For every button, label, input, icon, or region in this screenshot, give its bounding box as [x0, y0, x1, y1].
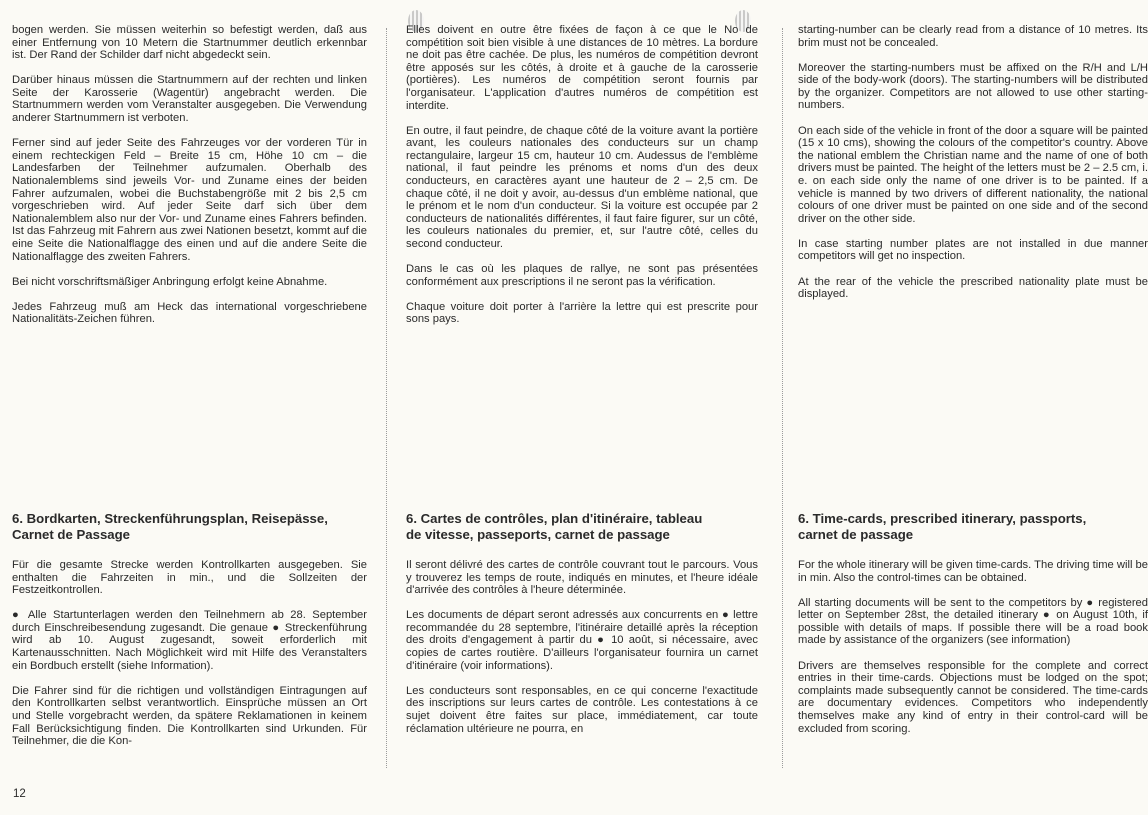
french-column — [406, 24, 758, 784]
section-heading: 6. Bordkarten, Streckenführungsplan, Reisepässe, Carnet de Passage — [12, 511, 328, 542]
paragraph: Il seront délivré des cartes de contrôle couvrant tout le parcours. Vous y trouverez les temps de route, indiqués en minutes, et l'heure idéale d'arrivée des contrôles à l'heure déterminée. — [406, 559, 758, 597]
english-column — [798, 24, 1148, 784]
paragraph: Chaque voiture doit porter à l'arrière la lettre qui est prescrite pour sons pays. — [406, 300, 758, 326]
paragraph: Darüber hinaus müssen die Startnummern auf der rechten und linken Seite der Karosserie (Wagentür) angebracht werden. Die Startnummern werden vom Veranstalter ausgegeben. Die Verwendung anderer Startnummern ist verboten. — [12, 74, 367, 125]
paragraph: En outre, il faut peindre, de chaque côté de la voiture avant la portière avant, les couleurs nationales des conducteurs sur un champ rectangulaire, largeur 15 cm, hauteur 10 cm. Audessus de l'emblème national, il faut peindre les prénoms et noms d'un des deux conducteurs, en caractères ayant une hauteur de 2 – 2,5 cm. De chaque côté, il ne doit y avoir, au-dessus d'un emblème national, que le prénom et le nom d'un conducteur. Si la voiture est occupée par 2 conducteurs de nationalités différentes, il faut faire figurer, sur un côté, les couleurs nationales du premier, et, sur l'autre côté, celles du second conducteur. — [406, 124, 758, 250]
paragraph: Ferner sind auf jeder Seite des Fahrzeuges vor der vorderen Tür in einem rechteckigen Feld – Breite 15 cm, Höhe 10 cm – die Landesfarben der Teilnehmer aufzumalen. Oberhalb des Nationalemblems sind jeweils Vor- und Zuname eines der beiden Fahrer aufzumalen, wobei die Buchstabengröße mit 2 bis 2,5 cm vorgeschrieben wird. Auf jeder Seite darf sich über dem Nationalemblem also nur der Vor- und Zuname eines Fahrers befinden. Ist das Fahrzeug mit Fahrern aus zwei Nationen besetzt, kommt auf die eine Seite die Nationalflagge des einen und auf die andere Seite die Nationalflagge des zweiten Fahrers. — [12, 137, 367, 263]
paragraph: Die Fahrer sind für die richtigen und vollständigen Eintragungen auf den Kontrollkarten selbst verantwortlich. Einsprüche müssen an Ort und Stelle vorgebracht werden, da spätere Reklamationen in keinem Fall Berücksichtigung finden. Die Kontrollkarten sind Urkunden. Für Teilnehmer, die die Kon- — [12, 684, 367, 748]
paragraph: bogen werden. Sie müssen weiterhin so befestigt werden, daß aus einer Entfernung von 10 Metern die Startnummer deutlich erkennbar ist. Der Rand der Schilder darf nicht abgedeckt sein. — [12, 24, 367, 62]
paragraph: Moreover the starting-numbers must be affixed on the R/H and L/H side of the body-work (doors). The starting-numbers will be distributed by the organizer. Competitors are not allowed to use other starting-numbers. — [798, 61, 1148, 112]
paragraph: ● Alle Startunterlagen werden den Teilnehmern ab 28. September durch Einschreibesendung zugesandt. Die genaue ● Streckenführung wird ab 10. August zugesandt, soweit erforderlich mit Kartenausschnitten. Nach Möglichkeit wird mit Hilfe des Veranstalters ein Bordbuch erstellt (siehe Information). — [12, 609, 367, 672]
column-divider — [782, 28, 783, 768]
paragraph: starting-number can be clearly read from a distance of 10 metres. Its brim must not be concealed. — [798, 24, 1148, 49]
paragraph: Bei nicht vorschriftsmäßiger Anbringung erfolgt keine Abnahme. — [12, 275, 328, 288]
paragraph: For the whole itinerary will be given time-cards. The driving time will be in min. Also the control-times can be obtained. — [798, 559, 1148, 584]
french-lower-section — [406, 511, 758, 748]
section-heading: 6. Cartes de contrôles, plan d'itinéraire, tableau de vitesse, passeports, carnet de passage — [406, 511, 703, 542]
paragraph: Elles doivent en outre être fixées de façon à ce que le No de compétition soit bien visible à une distances de 10 mètres. La bordure ne doit pas être cachée. De plus, les numéros de compétition devront être apposés sur les côtés, à droite et à gauche de la carosserie (portières). Les numéros de compétition seront fournis par l'organisateur. L'application d'autres numéros de compétition est interdite. — [406, 24, 758, 112]
english-upper-section — [798, 24, 1148, 313]
paragraph: Les documents de départ seront adressés aux concurrents en ● lettre recommandée du 28 septembre, l'itinéraire detaillé après la réception des droits d'engagement à partir du ● 10 août, si nécessaire, avec copies de cartes routière. D'ailleurs l'organisateur fournira un carnet d'itinéraire (voir informations). — [406, 609, 758, 672]
paragraph: At the rear of the vehicle the prescribed nationality plate must be displayed. — [798, 275, 1148, 301]
german-column — [12, 24, 367, 784]
paragraph: Für die gesamte Strecke werden Kontrollkarten ausgegeben. Sie enthalten die Fahrzeiten in min., und die Sollzeiten der Festzeitkontrollen. — [12, 559, 367, 597]
section-heading: 6. Time-cards, prescribed itinerary, passports, carnet de passage — [798, 511, 1087, 542]
paragraph: All starting documents will be sent to the competitors by ● registered letter on September 28st, the detailed itinerary ● on August 10th, if possible with details of maps. If possible there will be a road book made by assistance of the organizers (see information) — [798, 596, 1148, 647]
page-number: 12 — [13, 788, 26, 800]
paragraph: Dans le cas où les plaques de rallye, ne sont pas présentées conformément aux prescriptions il ne seront pas la vérification. — [406, 263, 758, 288]
paragraph: Les conducteurs sont responsables, en ce qui concerne l'exactitude des inscriptions sur leurs cartes de contrôle. Les contestations à ce sujet doivent être faites sur place, immédiatement, car toute réclamation ultérieure ne pourra, en — [406, 684, 758, 735]
column-divider — [386, 28, 387, 768]
german-upper-section — [12, 24, 367, 338]
german-lower-section — [12, 511, 367, 760]
paragraph: In case starting number plates are not installed in due manner competitors will get no inspection. — [798, 237, 1148, 263]
french-upper-section — [406, 24, 758, 338]
paragraph: Jedes Fahrzeug muß am Heck das international vorgeschriebene Nationalitäts-Zeichen führen. — [12, 300, 367, 326]
english-lower-section — [798, 511, 1148, 748]
paragraph: On each side of the vehicle in front of the door a square will be painted (15 x 10 cms), showing the colours of the competitor's country. Above the national emblem the Christian name and the name of one of both drivers must be painted. The height of the letters must be 2 – 2.5 cm, i. e. on each side only the name of one driver is to be painted. If a vehicle is manned by two drivers of different nationality, the national colours of one driver must be painted on one side and of the second driver on the other side. — [798, 124, 1148, 225]
paragraph: Drivers are themselves responsible for the complete and correct entries in their time-cards. Objections must be lodged on the spot; complaints made subsequently cannot be considered. The time-cards are documentary evidences. Competitors who independently themselves make any kind of entry in their control-card will be excluded from scoring. — [798, 659, 1148, 735]
